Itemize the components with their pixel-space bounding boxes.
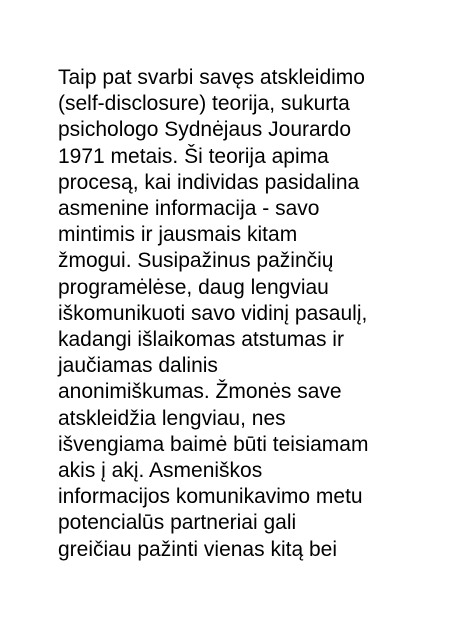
body-paragraph bbox=[58, 65, 458, 563]
paragraph-line: Taip pat svarbi savęs atskleidimo bbox=[58, 66, 365, 89]
paragraph-line: greičiau pažinti vienas kitą bei bbox=[58, 537, 337, 561]
paragraph-line: potencialūs partneriai gali bbox=[58, 511, 297, 535]
paragraph-line: žmogui. Susipažinus pažinčių bbox=[58, 249, 334, 273]
paragraph-line: kadangi išlaikomas atstumas ir bbox=[58, 328, 344, 352]
paragraph-line: atskleidžia lengviau, nes bbox=[58, 406, 286, 430]
paragraph-line: procesą, kai individas pasidalina bbox=[58, 170, 360, 194]
paragraph-line: išvengiama baimė būti teisiamam bbox=[58, 432, 369, 456]
paragraph-line: 1971 metais. Ši teorija apima bbox=[58, 144, 329, 168]
paragraph-line: asmenine informacija - savo bbox=[58, 197, 320, 221]
paragraph-line: anonimiškumas. Žmonės save bbox=[58, 380, 342, 404]
paragraph-line: akis į akį. Asmeniškos bbox=[58, 459, 263, 483]
paragraph-line: jaučiamas dalinis bbox=[58, 354, 218, 378]
paragraph-line: mintimis ir jausmais kitam bbox=[58, 223, 298, 247]
paragraph-line: psichologo Sydnėjaus Jourardo bbox=[58, 118, 352, 142]
paragraph-line: iškomunikuoti savo vidinį pasaulį, bbox=[58, 301, 368, 325]
paragraph-line: programėlėse, daug lengviau bbox=[58, 275, 329, 299]
paragraph-line: (self-disclosure) teorija, sukurta bbox=[58, 92, 350, 116]
paragraph-line: informacijos komunikavimo metu bbox=[58, 485, 363, 509]
